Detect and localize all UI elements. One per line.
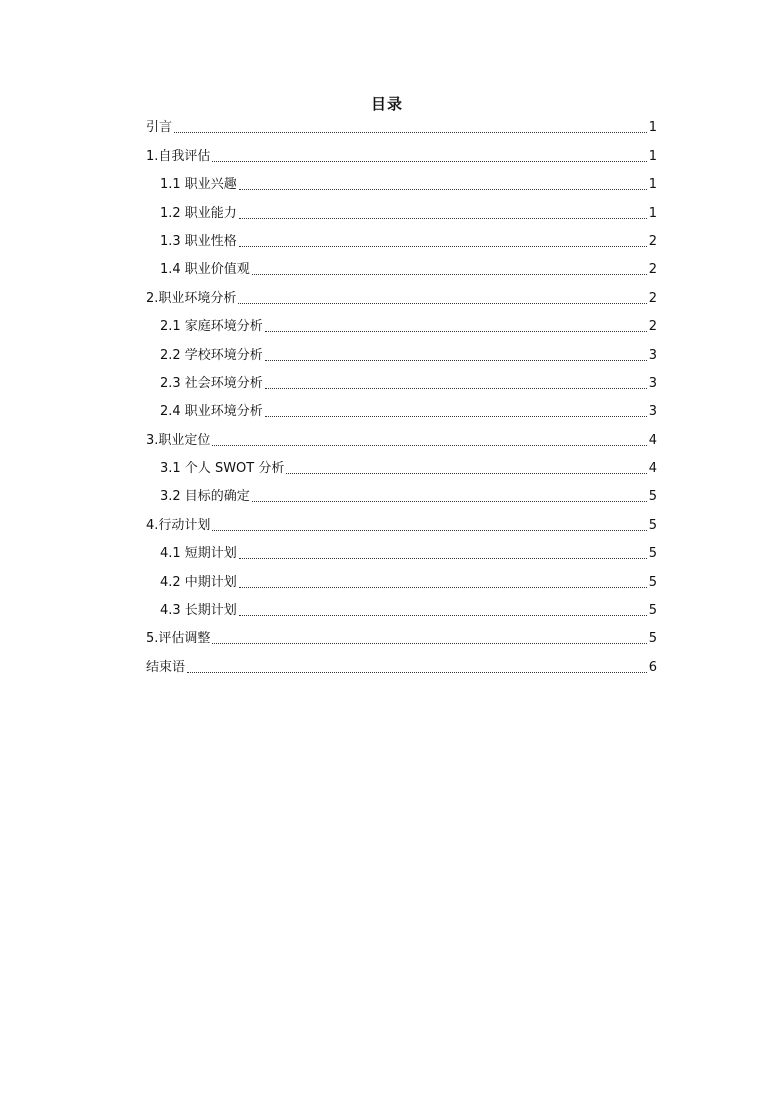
toc-page-number: 1 xyxy=(648,205,657,221)
toc-entry[interactable] xyxy=(146,396,657,424)
toc-dot-leader xyxy=(187,671,647,673)
toc-dot-leader xyxy=(239,188,647,190)
toc-entry-label: 5.评估调整 xyxy=(146,631,211,647)
toc-entry[interactable] xyxy=(146,226,657,254)
toc-entry[interactable] xyxy=(146,140,657,168)
toc-page-number: 5 xyxy=(648,603,657,619)
toc-page-number: 5 xyxy=(648,631,657,647)
toc-dot-leader xyxy=(212,160,646,162)
toc-entry[interactable] xyxy=(146,254,657,282)
toc-entry[interactable] xyxy=(146,112,657,140)
toc-entry-label: 1.2 职业能力 xyxy=(160,205,237,221)
toc-dot-leader xyxy=(286,472,646,474)
toc-page-number: 4 xyxy=(648,432,657,448)
toc-dot-leader xyxy=(239,557,647,559)
toc-page-number: 1 xyxy=(648,120,657,136)
toc-page-number: 5 xyxy=(648,546,657,562)
toc-entry-label: 结束语 xyxy=(146,659,186,675)
table-of-contents xyxy=(146,112,657,680)
toc-entry[interactable] xyxy=(146,509,657,537)
toc-entry-label: 1.1 职业兴趣 xyxy=(160,177,237,193)
toc-entry-label: 3.职业定位 xyxy=(146,432,211,448)
toc-dot-leader xyxy=(265,359,647,361)
toc-dot-leader xyxy=(265,387,647,389)
toc-page-number: 3 xyxy=(648,404,657,420)
toc-page-number: 6 xyxy=(648,659,657,675)
toc-entry-label: 2.3 社会环境分析 xyxy=(160,375,263,391)
toc-page-number: 3 xyxy=(648,347,657,363)
toc-page-number: 1 xyxy=(648,177,657,193)
toc-entry[interactable] xyxy=(146,595,657,623)
toc-dot-leader xyxy=(252,273,647,275)
toc-dot-leader xyxy=(174,131,647,133)
toc-title: 目录 xyxy=(370,95,403,113)
toc-entry-label: 1.4 职业价值观 xyxy=(160,262,250,278)
toc-dot-leader xyxy=(239,586,647,588)
toc-entry[interactable] xyxy=(146,282,657,310)
toc-page-number: 5 xyxy=(648,489,657,505)
toc-dot-leader xyxy=(239,245,647,247)
toc-dot-leader xyxy=(212,529,646,531)
toc-entry[interactable] xyxy=(146,169,657,197)
toc-page-number: 3 xyxy=(648,375,657,391)
toc-entry-label: 3.2 目标的确定 xyxy=(160,489,250,505)
toc-entry-label: 4.3 长期计划 xyxy=(160,603,237,619)
toc-page-number: 4 xyxy=(648,461,657,477)
toc-entry[interactable] xyxy=(146,339,657,367)
toc-entry-label: 1.3 职业性格 xyxy=(160,233,237,249)
toc-dot-leader xyxy=(252,500,647,502)
toc-entry[interactable] xyxy=(146,197,657,225)
toc-page-number: 2 xyxy=(648,319,657,335)
toc-page-number: 2 xyxy=(648,233,657,249)
toc-entry-label: 4.行动计划 xyxy=(146,517,211,533)
toc-entry-label: 2.4 职业环境分析 xyxy=(160,404,263,420)
toc-entry-label: 4.2 中期计划 xyxy=(160,574,237,590)
toc-entry-label: 4.1 短期计划 xyxy=(160,546,237,562)
toc-dot-leader xyxy=(239,614,647,616)
toc-dot-leader xyxy=(212,444,646,446)
toc-dot-leader xyxy=(238,302,646,304)
toc-entry[interactable] xyxy=(146,623,657,651)
toc-dot-leader xyxy=(212,642,646,644)
toc-entry[interactable] xyxy=(146,651,657,679)
toc-page-number: 1 xyxy=(648,148,657,164)
toc-entry[interactable] xyxy=(146,566,657,594)
toc-entry[interactable] xyxy=(146,368,657,396)
toc-page-number: 2 xyxy=(648,262,657,278)
toc-entry-label: 2.2 学校环境分析 xyxy=(160,347,263,363)
toc-entry[interactable] xyxy=(146,453,657,481)
toc-entry[interactable] xyxy=(146,311,657,339)
toc-page-number: 5 xyxy=(648,574,657,590)
toc-dot-leader xyxy=(265,415,647,417)
toc-entry-label: 2.职业环境分析 xyxy=(146,290,237,306)
toc-entry-label: 3.1 个人 SWOT 分析 xyxy=(160,461,285,477)
toc-dot-leader xyxy=(239,217,647,219)
toc-page-number: 2 xyxy=(648,290,657,306)
toc-entry-label: 1.自我评估 xyxy=(146,148,211,164)
toc-entry[interactable] xyxy=(146,424,657,452)
toc-page-number: 5 xyxy=(648,517,657,533)
toc-entry-label: 引言 xyxy=(146,120,173,136)
toc-entry[interactable] xyxy=(146,481,657,509)
toc-entry-label: 2.1 家庭环境分析 xyxy=(160,319,263,335)
toc-dot-leader xyxy=(265,330,647,332)
toc-entry[interactable] xyxy=(146,538,657,566)
